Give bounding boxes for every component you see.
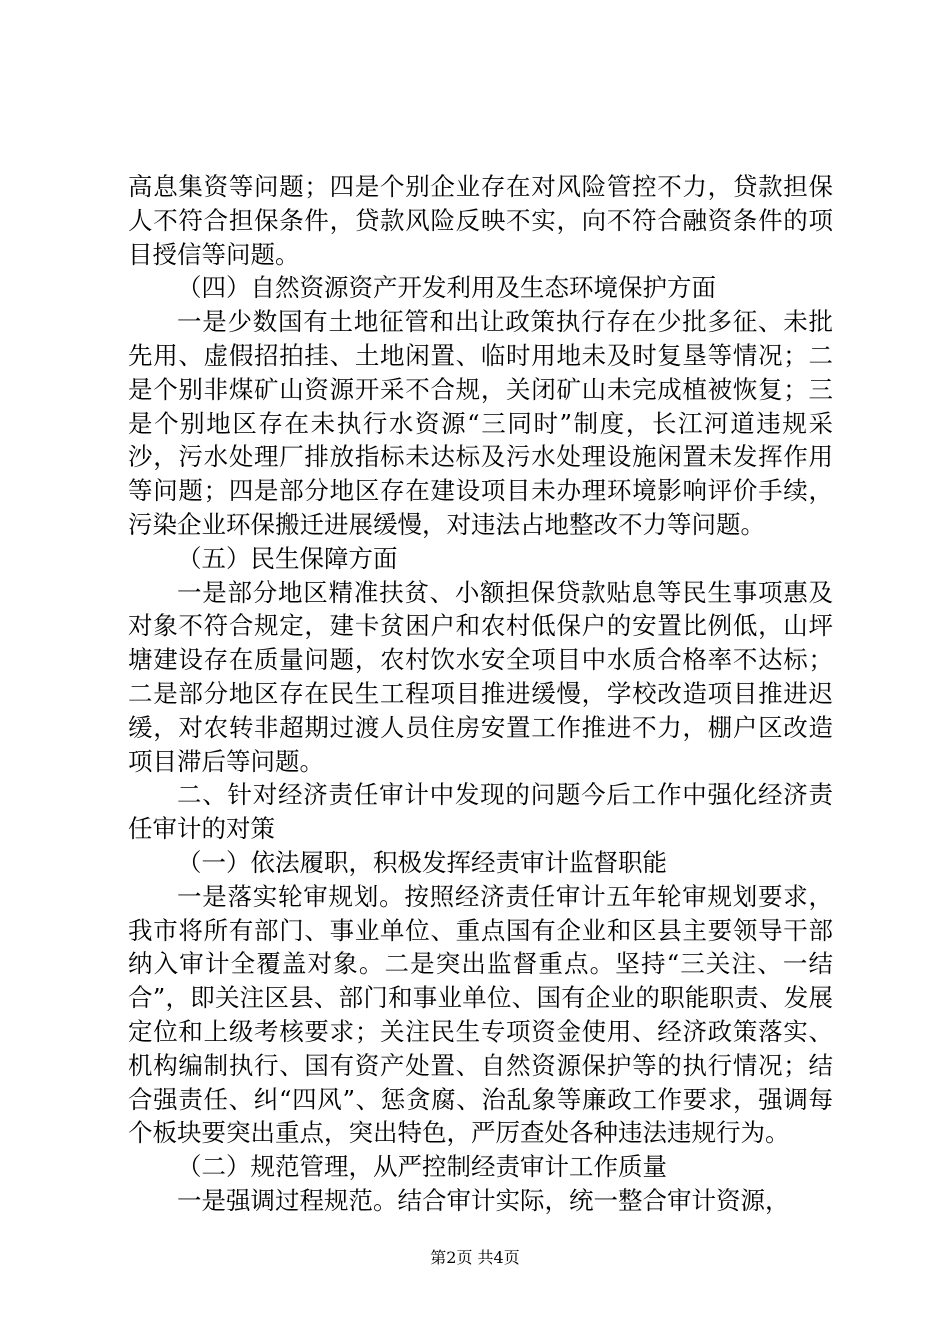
paragraph: 一是落实轮审规划。按照经济责任审计五年轮审规划要求，我市将所有部门、事业单位、重点国有企业和区县主要领导干部纳入审计全覆盖对象。二是突出监督重点。坚持“三关注、一结合”，即关注区县、部门和事业单位、国有企业的职能职责、发展定位和上级考核要求；关注民生专项资金使用、经济政策落实、机构编制执行、国有资产处置、自然资源保护等的执行情况；结合强责任、纠“四风”、惩贪腐、治乱象等廉政工作要求，强调每个板块要突出重点，突出特色，严厉查处各种违法违规行为。	[128, 881, 833, 1148]
section-heading-5: （五）民生保障方面	[177, 543, 398, 573]
paragraph: 一是少数国有土地征管和出让政策执行存在少批多征、未批先用、虚假招拍挂、土地闲置、临时用地未及时复垦等情况；二是个别非煤矿山资源开采不合规，关闭矿山未完成植被恢复；三是个别地区存在未执行水资源“三同时”制度，长江河道违规采沙，污水处理厂排放指标未达标及污水处理设施闲置未发挥作用等问题；四是部分地区存在建设项目未办理环境影响评价手续，污染企业环保搬迁进展缓慢，对违法占地整改不力等问题。	[128, 307, 833, 539]
paragraph-continued: 高息集资等问题；四是个别企业存在对风险管控不力，贷款担保人不符合担保条件，贷款风险反映不实，向不符合融资条件的项目授信等问题。	[128, 172, 833, 269]
chapter-heading-2: 二、针对经济责任审计中发现的问题今后工作中强化经济责任审计的对策	[128, 780, 833, 844]
section-heading-2: （二）规范管理，从严控制经责审计工作质量	[177, 1152, 667, 1182]
paragraph: 一是强调过程规范。结合审计实际，统一整合审计资源，	[177, 1185, 790, 1215]
paragraph: 一是部分地区精准扶贫、小额担保贷款贴息等民生事项惠及对象不符合规定，建卡贫困户和农村低保户的安置比例低，山坪塘建设存在质量问题，农村饮水安全项目中水质合格率不达标；二是部分地区存在民生工程项目推进缓慢，学校改造项目推进迟缓，对农转非超期过渡人员住房安置工作推进不力，棚户区改造项目滞后等问题。	[128, 577, 833, 776]
section-heading-1: （一）依法履职，积极发挥经责审计监督职能	[177, 847, 667, 877]
page-footer: 第2页 共4页	[430, 1248, 520, 1267]
section-heading-4: （四）自然资源资产开发利用及生态环境保护方面	[177, 273, 716, 303]
body-text	[128, 170, 833, 1218]
